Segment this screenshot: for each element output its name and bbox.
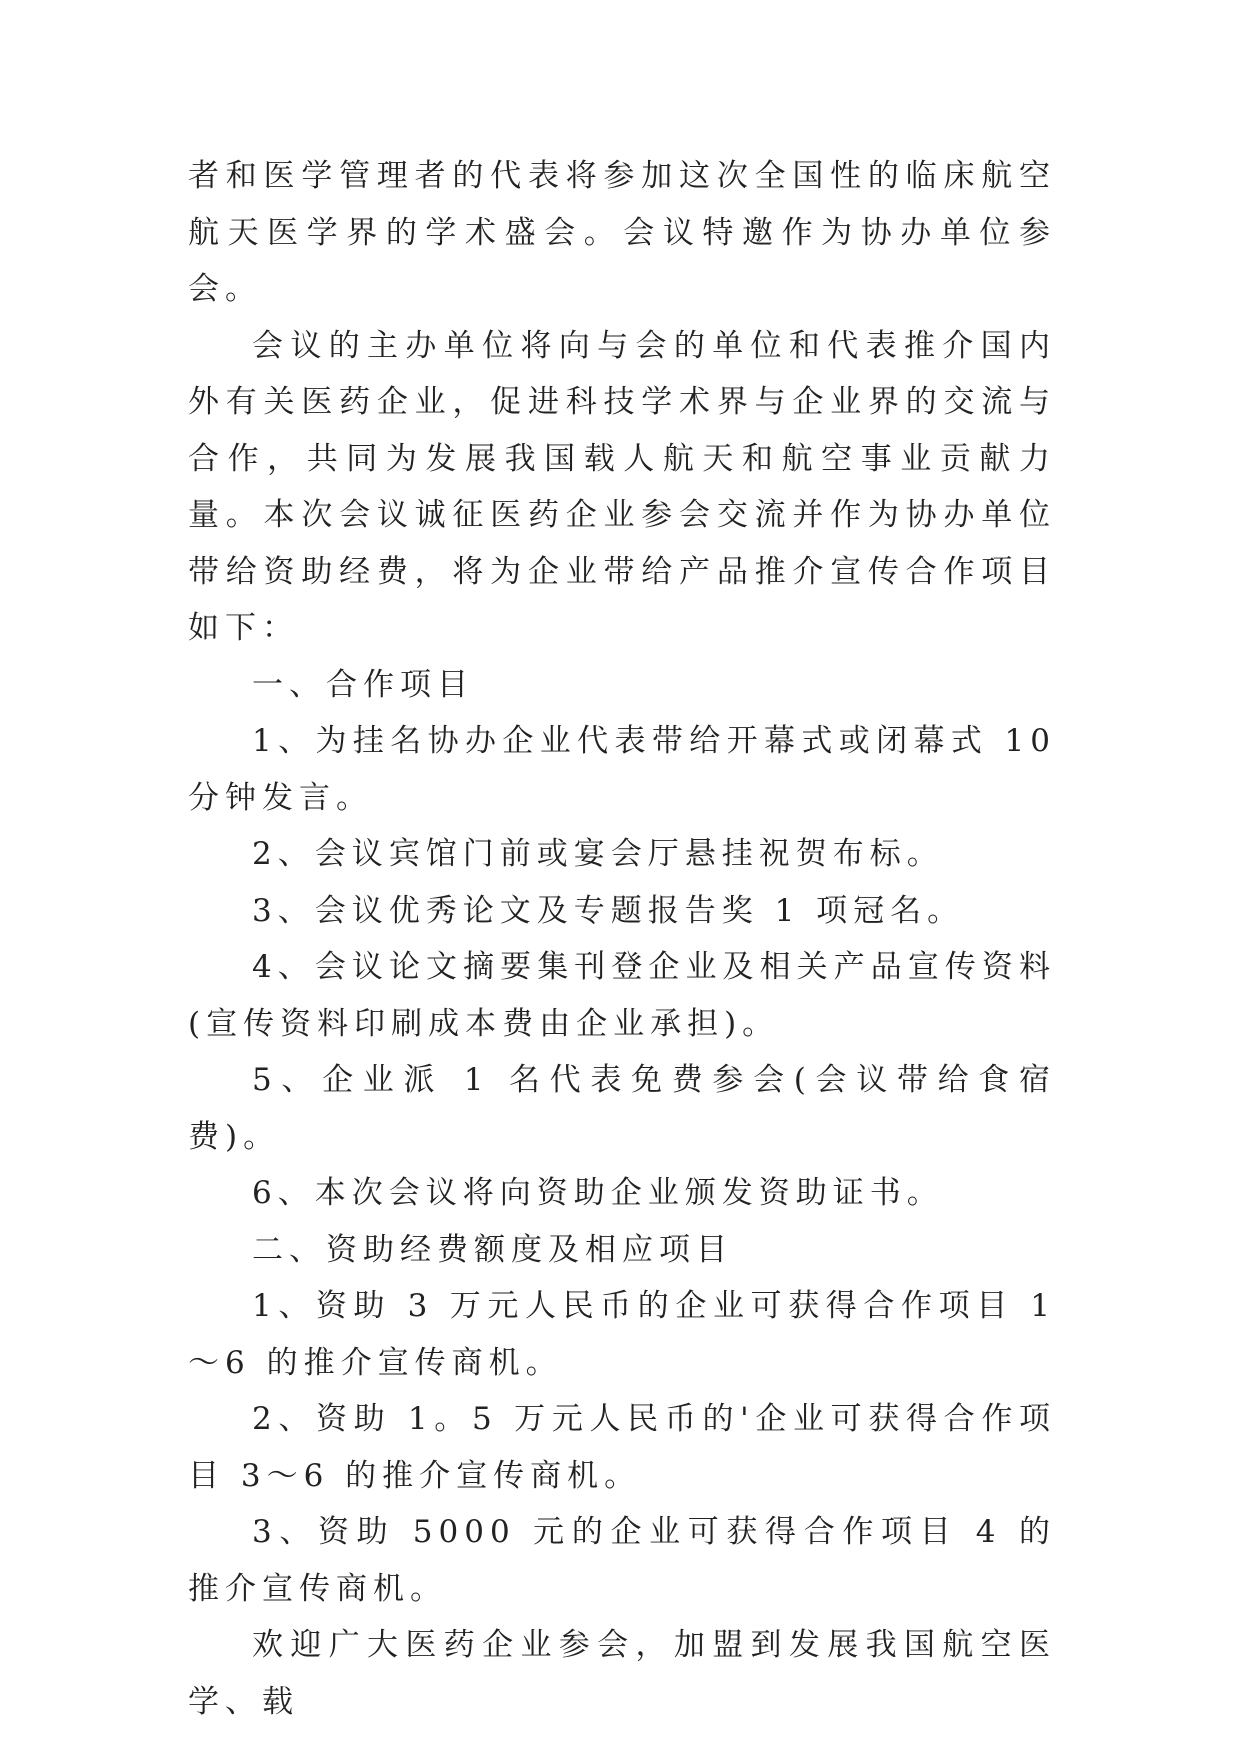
section-heading-cooperation-items: 一、合作项目 — [252, 666, 474, 703]
cooperation-item-1: 1、为挂名协办企业代表带给开幕式或闭幕式 10 分钟发言。 — [188, 723, 1056, 816]
cooperation-item-6: 6、本次会议将向资助企业颁发资助证书。 — [252, 1175, 944, 1211]
paragraph-opening-continuation: 者和医学管理者的代表将参加这次全国性的临床航空航天医学界的学术盛会。会议特邀作为协办单位参会。 — [188, 158, 1056, 307]
cooperation-item-4: 4、会议论文摘要集刊登企业及相关产品宣传资料(宣传资料印刷成本费由企业承担)。 — [188, 949, 1056, 1042]
paragraph-organizer-intro: 会议的主办单位将向与会的单位和代表推介国内外有关医药企业，促进科技学术界与企业界的交流与合作，共同为发展我国载人航天和航空事业贡献力量。本次会议诚征医药企业参会交流并作为协办单位带给资助经费，将为企业带给产品推介宣传合作项目如下： — [188, 327, 1056, 646]
cooperation-item-5: 5、企业派 1 名代表免费参会(会议带给食宿费)。 — [188, 1062, 1056, 1155]
paragraph-welcome: 欢迎广大医药企业参会，加盟到发展我国航空医学、载 — [188, 1627, 1056, 1720]
cooperation-item-2: 2、会议宾馆门前或宴会厅悬挂祝贺布标。 — [252, 836, 944, 872]
document-body — [188, 148, 1056, 1730]
funding-level-1: 1、资助 3 万元人民币的企业可获得合作项目 1～6 的推介宣传商机。 — [188, 1288, 1056, 1381]
section-heading-funding-levels: 二、资助经费额度及相应项目 — [252, 1231, 733, 1268]
funding-level-2: 2、资助 1。5 万元人民币的'企业可获得合作项目 3～6 的推介宣传商机。 — [188, 1401, 1056, 1494]
cooperation-item-3: 3、会议优秀论文及专题报告奖 1 项冠名。 — [252, 892, 965, 929]
funding-level-3: 3、资助 5000 元的企业可获得合作项目 4 的推介宣传商机。 — [188, 1514, 1056, 1607]
